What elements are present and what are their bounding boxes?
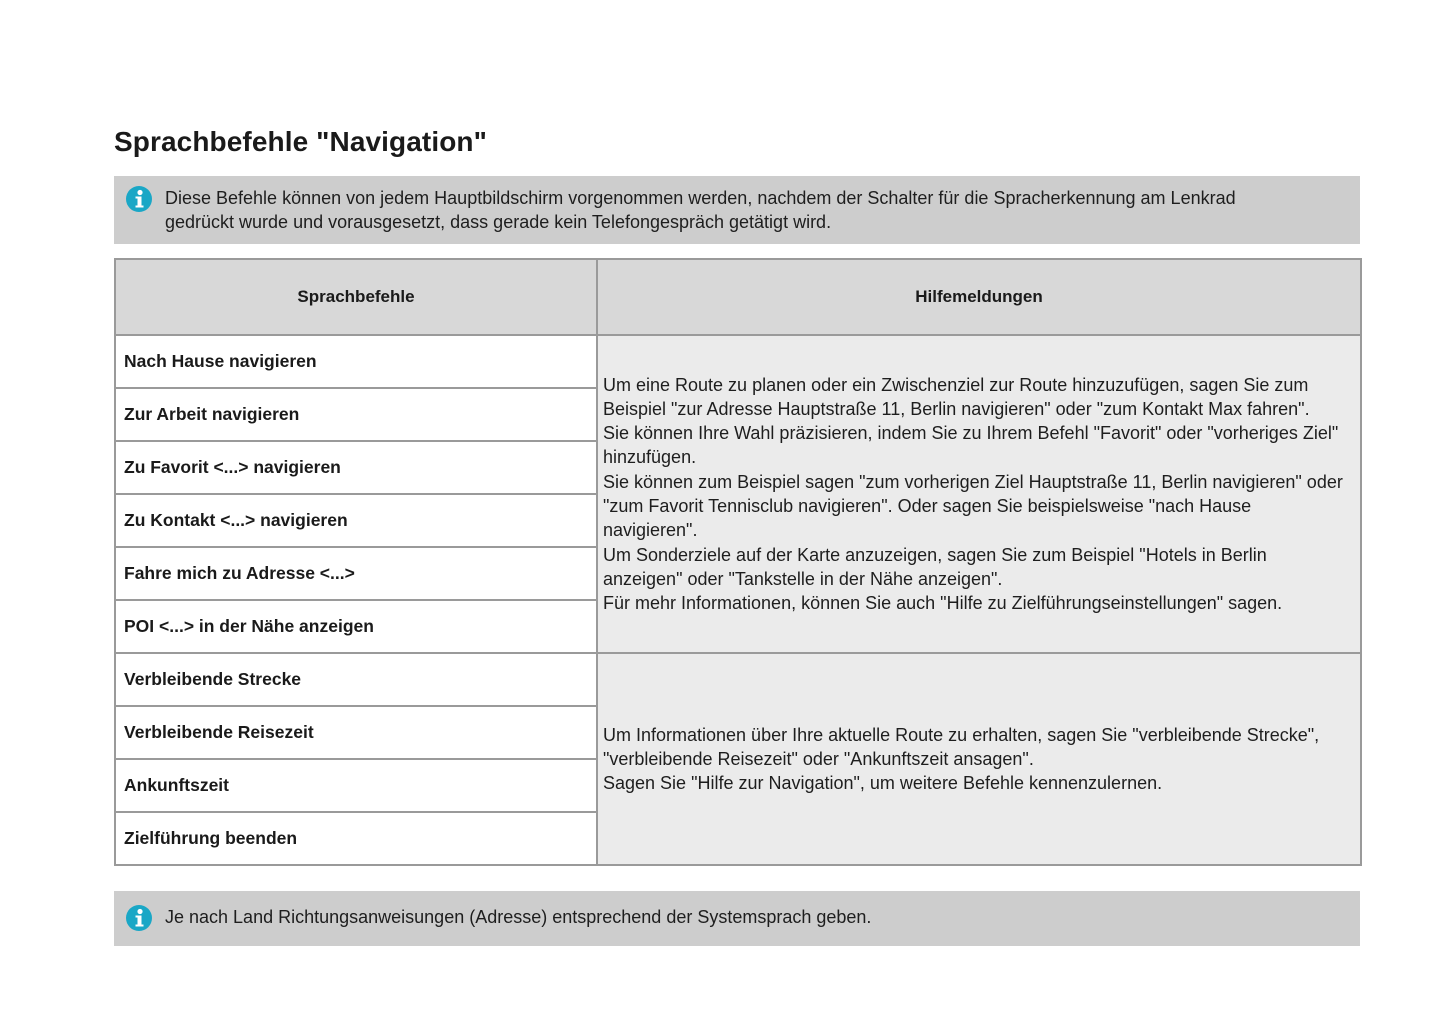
- info-note-bottom: [114, 891, 1360, 946]
- command-cell: Verbleibende Reisezeit: [115, 706, 597, 759]
- help-text: Sagen Sie "Hilfe zur Navigation", um weitere Befehle kennenzulernen.: [603, 773, 1163, 794]
- column-header-help: Hilfemeldungen: [597, 259, 1361, 335]
- command-cell: Zielführung beenden: [115, 812, 597, 865]
- command-cell: Zu Kontakt <...> navigieren: [115, 494, 597, 547]
- help-cell-route-info: [597, 653, 1361, 865]
- voice-commands-table: [114, 258, 1362, 866]
- command-cell: POI <...> in der Nähe anzeigen: [115, 600, 597, 653]
- table-row: [115, 653, 1361, 706]
- column-header-commands: Sprachbefehle: [115, 259, 597, 335]
- help-text: Sie können Ihre Wahl präzisieren, indem Sie zu Ihrem Befehl "Favorit" oder "vorheriges Ziel" hinzufügen.: [603, 423, 1339, 468]
- command-cell: Zu Favorit <...> navigieren: [115, 441, 597, 494]
- help-text: Um eine Route zu planen oder ein Zwischenziel zur Route hinzuzufügen, sagen Sie zum Beispiel "zur Adresse Hauptstraße 11, Berlin navigieren" oder "zum Kontakt Max fahren".: [603, 374, 1310, 419]
- info-note-top: [114, 176, 1360, 244]
- command-cell: Ankunftszeit: [115, 759, 597, 812]
- command-cell: Verbleibende Strecke: [115, 653, 597, 706]
- info-note-text: Diese Befehle können von jedem Hauptbildschirm vorgenommen werden, nachdem der Schalter für die Spracherkennung am Lenkrad gedrückt wurde und vorausgesetzt, dass gerade kein Telefongespräch getätigt wird.: [165, 188, 1236, 232]
- command-cell: Zur Arbeit navigieren: [115, 388, 597, 441]
- help-text: Um Sonderziele auf der Karte anzuzeigen, sagen Sie zum Beispiel "Hotels in Berlin anzeigen" oder "Tankstelle in der Nähe anzeigen".: [603, 544, 1267, 589]
- table-row: [115, 335, 1361, 388]
- help-text: Sie können zum Beispiel sagen "zum vorherigen Ziel Hauptstraße 11, Berlin navigieren" oder "zum Favorit Tennisclub navigieren". Oder sagen Sie beispielsweise "nach Hause navigieren".: [603, 471, 1343, 541]
- page-title: Sprachbefehle "Navigation": [114, 126, 488, 157]
- command-cell: Nach Hause navigieren: [115, 335, 597, 388]
- info-note-text: Je nach Land Richtungsanweisungen (Adresse) entsprechend der Systemsprach geben.: [165, 907, 872, 927]
- table-header-row: [115, 259, 1361, 335]
- help-text: Um Informationen über Ihre aktuelle Route zu erhalten, sagen Sie "verbleibende Strecke", "verbleibende Reisezeit" oder "Ankunftszeit ansagen".: [603, 724, 1320, 769]
- help-cell-navigation: [597, 335, 1361, 653]
- info-icon: [126, 905, 152, 931]
- command-cell: Fahre mich zu Adresse <...>: [115, 547, 597, 600]
- help-text: Für mehr Informationen, können Sie auch "Hilfe zu Zielführungseinstellungen" sagen.: [603, 593, 1283, 614]
- info-icon: [126, 186, 152, 212]
